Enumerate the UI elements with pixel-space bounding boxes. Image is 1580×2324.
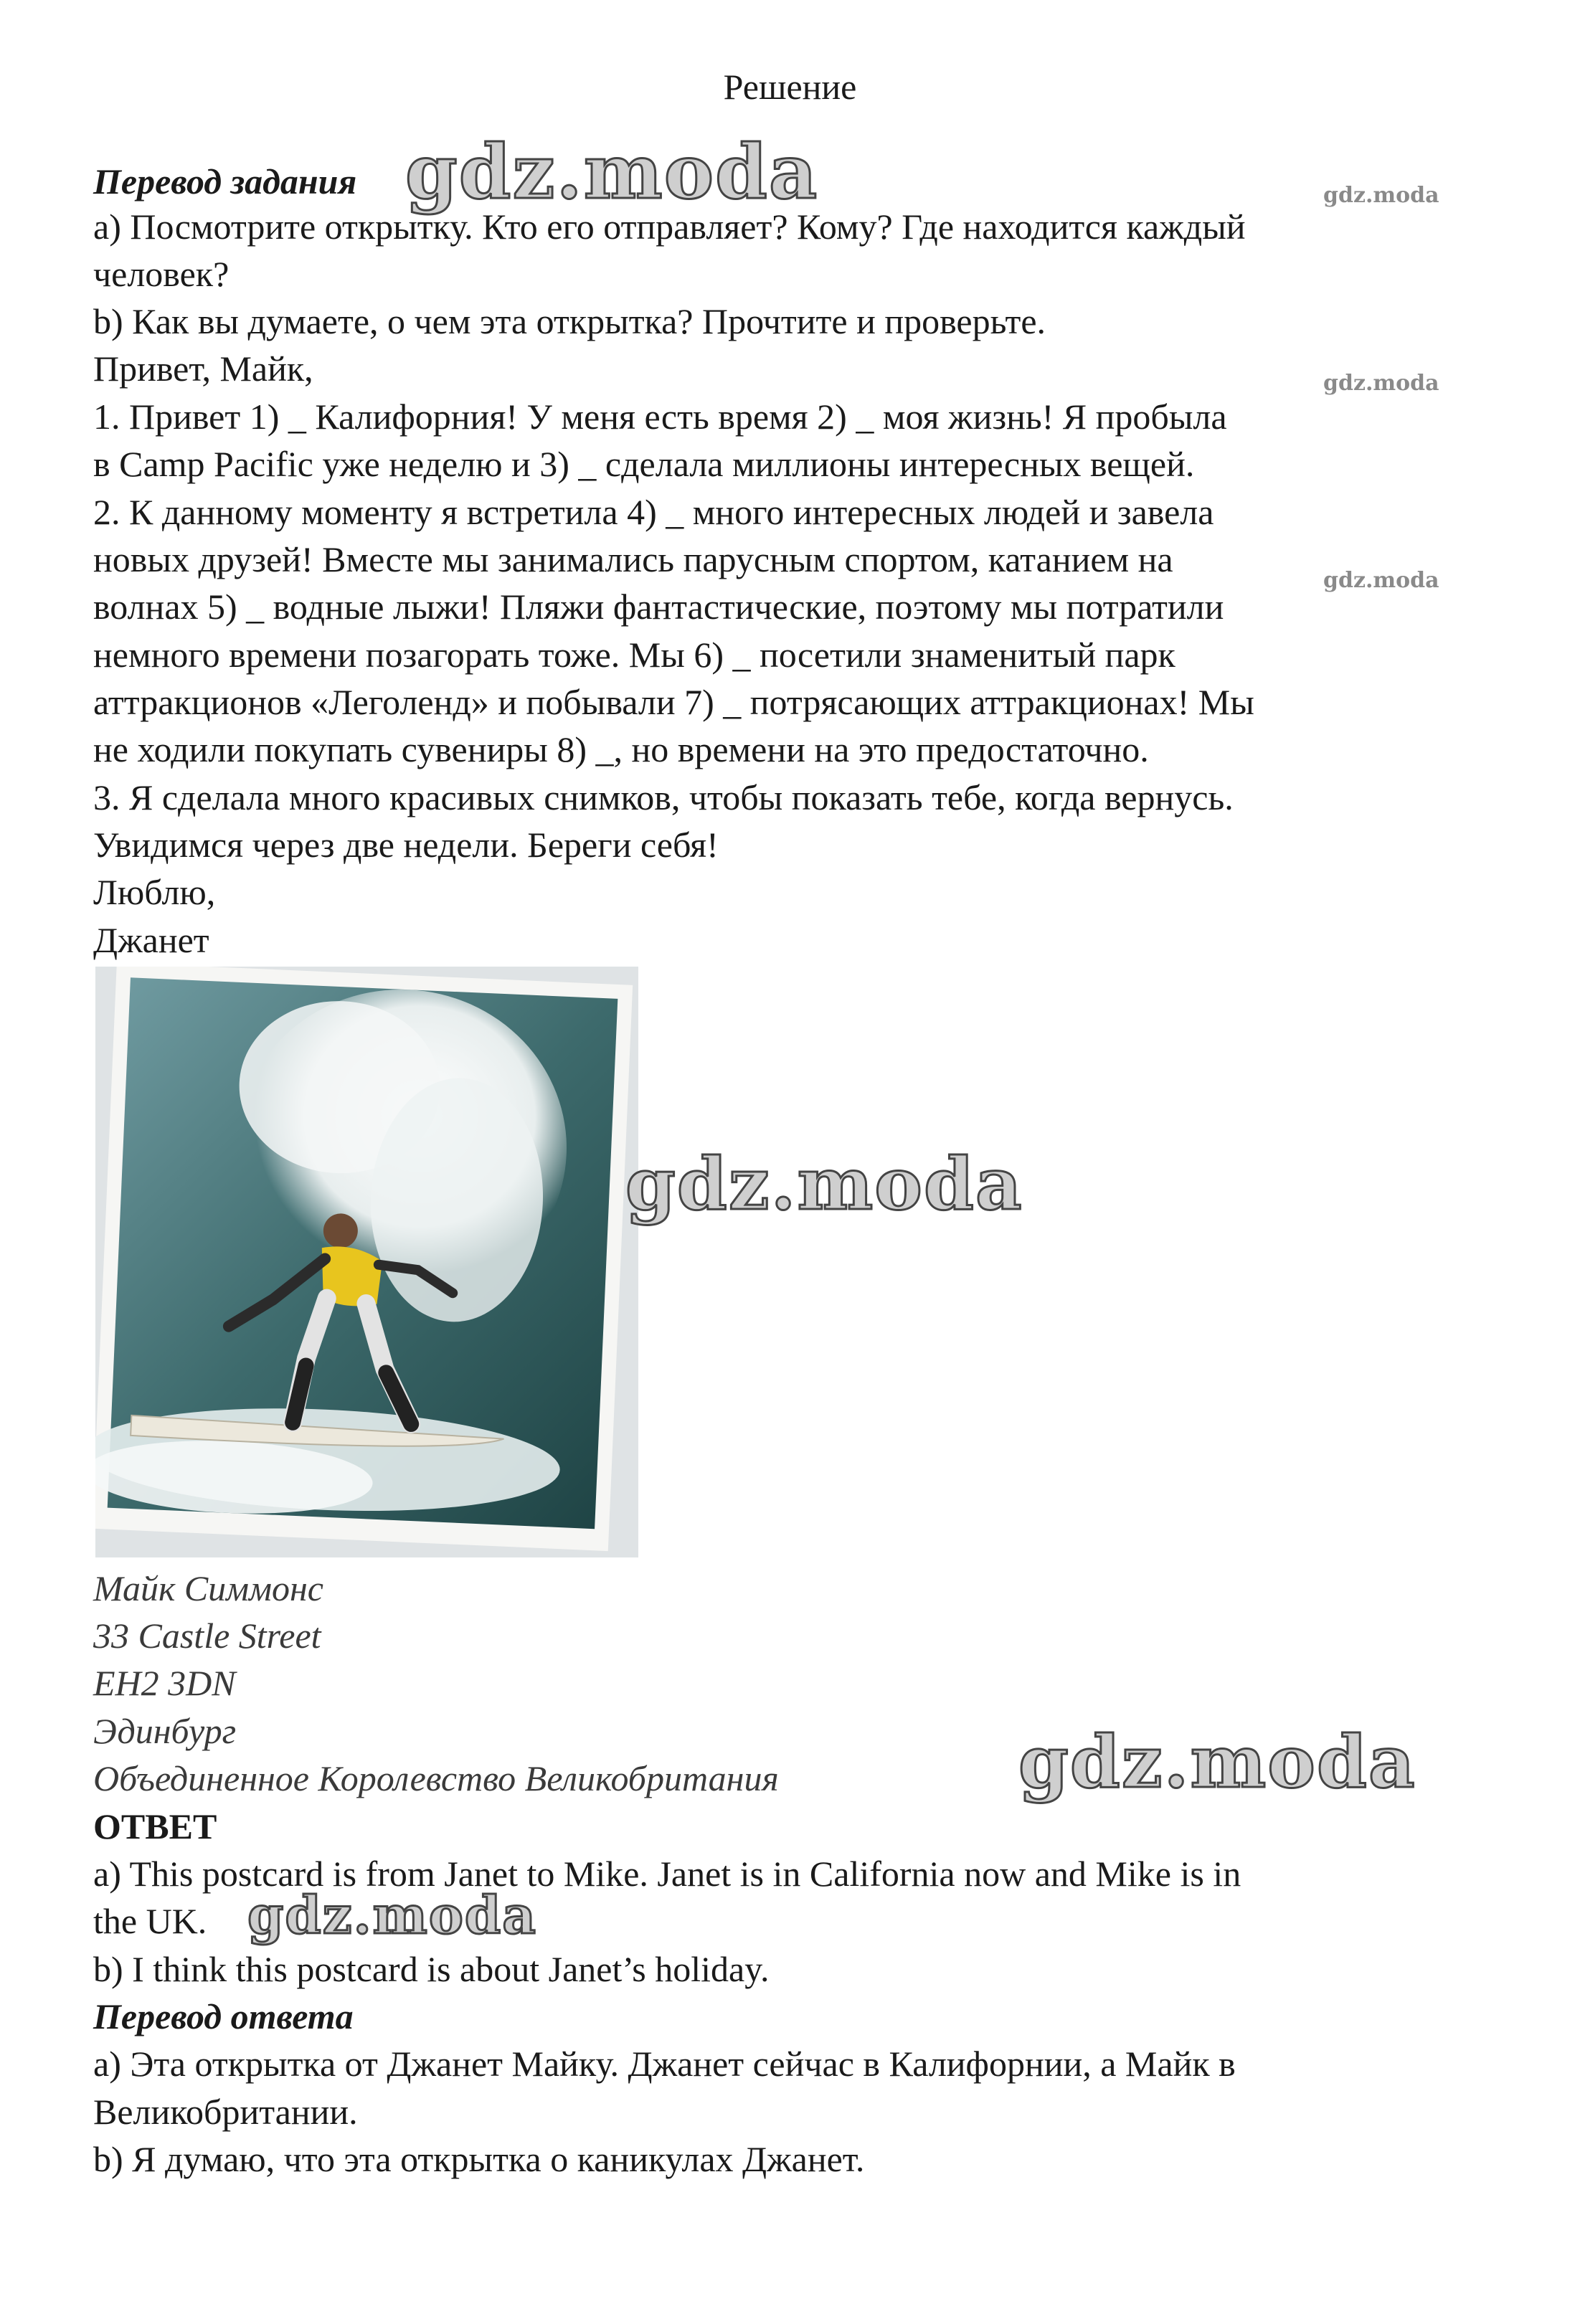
task-line: в Camp Pacific уже неделю и 3) _ сделала миллионы интересных вещей.: [93, 444, 1195, 484]
task-line: Привет, Майк,: [93, 348, 313, 389]
task-line: человек?: [93, 254, 230, 294]
address-line: EH2 3DN: [93, 1663, 236, 1703]
task-line: Увидимся через две недели. Береги себя!: [93, 825, 719, 865]
watermark: gdz.moda: [625, 1142, 1023, 1226]
answer-line: b) I think this postcard is about Janet’s holiday.: [93, 1949, 770, 1989]
task-line: а) Посмотрите открытку. Кто его отправляет? Кому? Где находится каждый: [93, 207, 1246, 247]
address-line: Объединенное Королевство Великобритания: [93, 1758, 779, 1798]
task-heading: Перевод задания: [93, 161, 357, 201]
watermark-small: gdz.moda: [1323, 568, 1439, 593]
watermark: gdz.moda: [247, 1884, 537, 1945]
address-line: Эдинбург: [93, 1711, 237, 1751]
answer-line: the UK.: [93, 1901, 207, 1941]
postcard-photo: [95, 967, 638, 1557]
task-line: 1. Привет 1) _ Калифорния! У меня есть время 2) _ моя жизнь! Я пробыла: [93, 397, 1227, 437]
task-line: Люблю,: [93, 872, 216, 912]
surfer-image: [95, 967, 638, 1557]
answer-line: a) This postcard is from Janet to Mike. Janet is in California now and Mike is in: [93, 1854, 1241, 1894]
watermark-small: gdz.moda: [1323, 371, 1439, 396]
page-title: Решение: [723, 67, 857, 107]
task-line: 3. Я сделала много красивых снимков, чтобы показать тебе, когда вернусь.: [93, 777, 1234, 817]
task-line: 2. К данному моменту я встретила 4) _ много интересных людей и завела: [93, 492, 1214, 532]
address-line: 33 Castle Street: [93, 1616, 321, 1656]
task-line: новых друзей! Вместе мы занимались парусным спортом, катанием на: [93, 539, 1173, 579]
answer-heading: ОТВЕТ: [93, 1806, 217, 1846]
task-line: аттракционов «Леголенд» и побывали 7) _ потрясающих аттракционах! Мы: [93, 682, 1254, 722]
task-line: Джанет: [93, 920, 209, 960]
watermark: gdz.moda: [405, 128, 819, 216]
task-line: b) Как вы думаете, о чем эта открытка? Прочтите и проверьте.: [93, 301, 1046, 341]
answer-translation-line: b) Я думаю, что эта открытка о каникулах Джанет.: [93, 2139, 865, 2179]
task-line: немного времени позагорать тоже. Мы 6) _ посетили знаменитый парк: [93, 635, 1175, 675]
answer-translation-heading: Перевод ответа: [93, 1996, 354, 2036]
address-line: Майк Симмонс: [93, 1568, 323, 1608]
task-line: волнах 5) _ водные лыжи! Пляжи фантастические, поэтому мы потратили: [93, 587, 1224, 627]
answer-translation-line: Великобритании.: [93, 2092, 358, 2132]
watermark-small: gdz.moda: [1323, 183, 1439, 208]
task-line: не ходили покупать сувениры 8) _, но времени на это предостаточно.: [93, 729, 1149, 769]
watermark: gdz.moda: [1018, 1720, 1416, 1804]
answer-translation-line: а) Эта открытка от Джанет Майку. Джанет сейчас в Калифорнии, а Майк в: [93, 2044, 1236, 2084]
